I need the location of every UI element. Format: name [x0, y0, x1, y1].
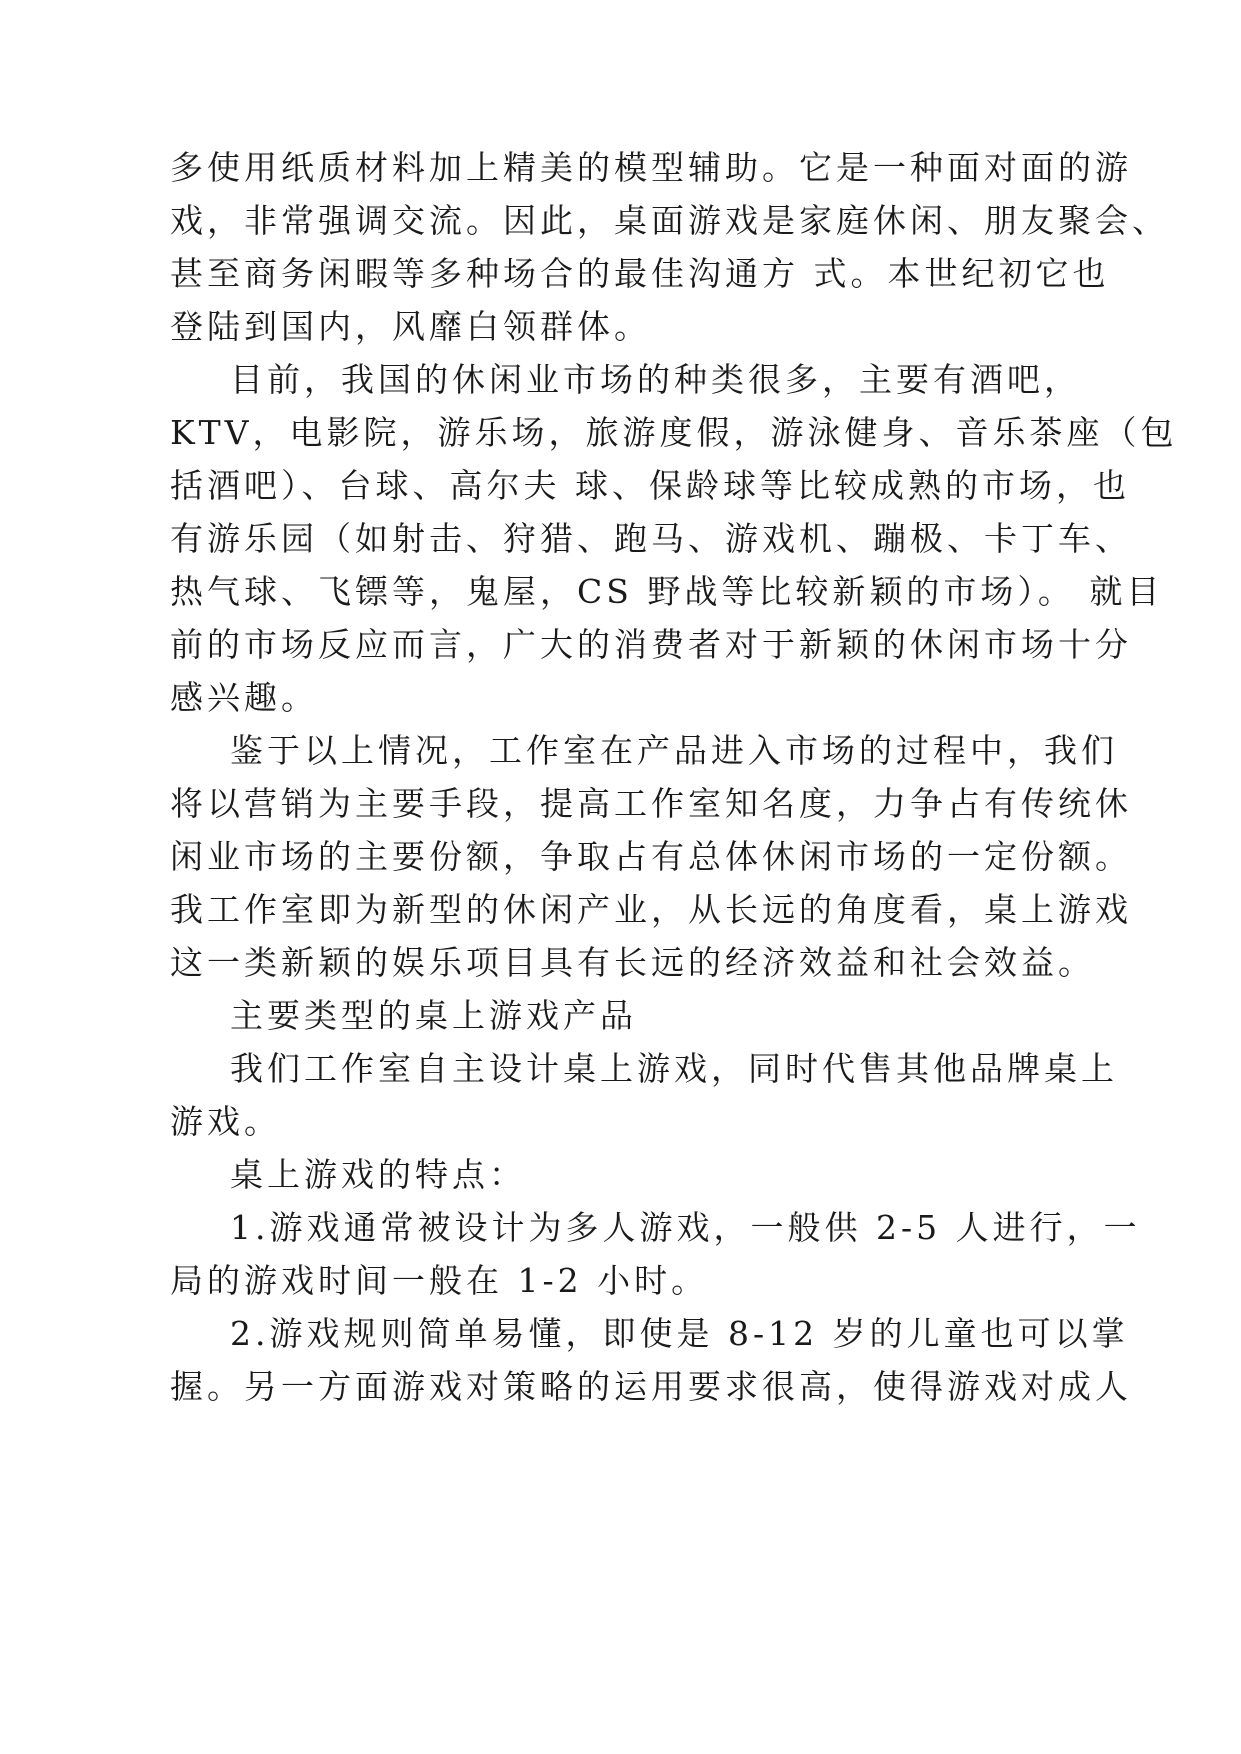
heading-product-types: 主要类型的桌上游戏产品	[230, 996, 637, 1035]
text-line: 前的市场反应而言，广大的消费者对于新颖的休闲市场十分	[170, 625, 1132, 664]
text-line: 握。另一方面游戏对策略的运用要求很高，使得游戏对成人	[170, 1367, 1132, 1406]
text-line: 我工作室即为新型的休闲产业，从长远的角度看，桌上游戏	[170, 890, 1132, 929]
text-line: 戏，非常强调交流。因此，桌面游戏是家庭休闲、朋友聚会、	[170, 201, 1169, 240]
text-line: 我们工作室自主设计桌上游戏，同时代售其他品牌桌上	[230, 1049, 1118, 1088]
text-line: KTV，电影院，游乐场，旅游度假，游泳健身、音乐茶座（包	[170, 413, 1178, 452]
text-line: 目前，我国的休闲业市场的种类很多，主要有酒吧，	[230, 360, 1081, 399]
text-line: 鉴于以上情况，工作室在产品进入市场的过程中，我们	[230, 731, 1118, 770]
text-line: 2.游戏规则简单易懂，即使是 8-12 岁的儿童也可以掌	[230, 1314, 1129, 1353]
text-line: 热气球、飞镖等，鬼屋，CS 野战等比较新颖的市场）。 就目	[170, 572, 1164, 611]
text-line: 将以营销为主要手段，提高工作室知名度，力争占有传统休	[170, 784, 1132, 823]
heading-features: 桌上游戏的特点：	[230, 1155, 526, 1194]
text-line: 有游乐园（如射击、狩猎、跑马、游戏机、蹦极、卡丁车、	[170, 519, 1132, 558]
text-line: 括酒吧）、台球、高尔夫 球、保龄球等比较成熟的市场，也	[170, 466, 1130, 505]
text-line: 登陆到国内，风靡白领群体。	[170, 307, 651, 346]
text-line: 局的游戏时间一般在 1-2 小时。	[170, 1261, 709, 1300]
text-line: 1.游戏通常被设计为多人游戏，一般供 2-5 人进行，一	[230, 1208, 1141, 1247]
text-line: 甚至商务闲暇等多种场合的最佳沟通方 式。本世纪初它也	[170, 254, 1110, 293]
text-line: 闲业市场的主要份额，争取占有总体休闲市场的一定份额。	[170, 837, 1132, 876]
text-line: 感兴趣。	[170, 678, 318, 717]
text-line: 多使用纸质材料加上精美的模型辅助。它是一种面对面的游	[170, 148, 1132, 187]
text-line: 这一类新颖的娱乐项目具有长远的经济效益和社会效益。	[170, 943, 1095, 982]
text-line: 游戏。	[170, 1102, 281, 1141]
